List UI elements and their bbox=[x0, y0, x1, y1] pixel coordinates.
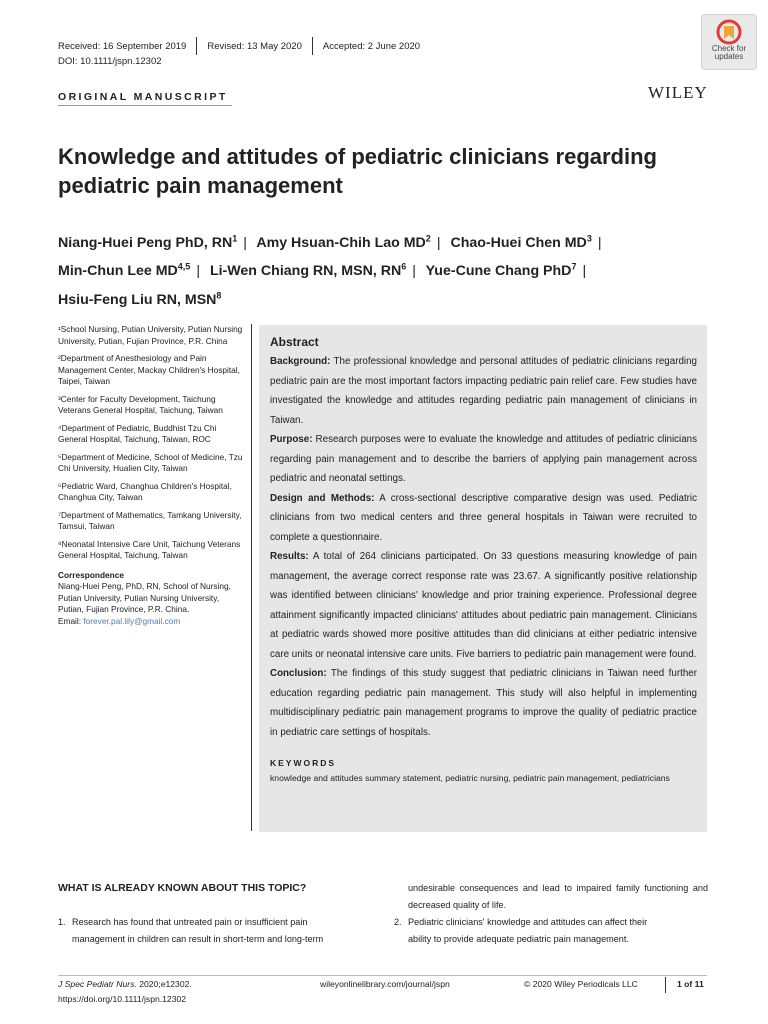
keywords-list: knowledge and attitudes summary statement, pediatric nursing, pediatric pain management, pediatricians bbox=[270, 773, 670, 783]
correspondence-text: Niang-Huei Peng, PhD, RN, School of Nursing, Putian University, Putian Nursing University, Putian, Fujian Province, P.R. China. bbox=[58, 581, 231, 614]
author-list: Niang-Huei Peng PhD, $RN^1$ | Amy Hsuan-Chih Lao $MD^2$ | Chao-Huei Chen $MD^3$ | Min-Chun Lee MD$^{4,5}$ | Li-Wen Chiang RN, MSN, $RN^6$ | Yue-Cune Chang PhD$^7$ | Hsiu-Feng Liu RN, MSN$^8$ bbox=[58, 233, 602, 309]
check-badge-line2: updates bbox=[714, 52, 744, 61]
author[interactable]: Hsiu-Feng Liu RN, MSN$^8$ bbox=[58, 290, 222, 309]
check-for-updates-icon bbox=[716, 19, 742, 45]
footer-rule bbox=[58, 975, 707, 976]
email-link[interactable]: forever.pal.lily@gmail.com bbox=[83, 615, 181, 626]
footer-citation: J Spec Pediatr Nurs. 2020;e12302. bbox=[58, 979, 192, 989]
affiliation: ⁷Department of Mathematics, Tamkang University, Tamsui, Taiwan bbox=[58, 509, 242, 531]
author[interactable]: Li-Wen Chiang RN, MSN, $RN^6$ bbox=[209, 261, 407, 280]
accepted-date: Accepted: 2 June 2020 bbox=[322, 40, 421, 52]
author[interactable]: Min-Chun Lee MD$^{4,5}$ bbox=[58, 261, 191, 280]
affiliation: ⁸Neonatal Intensive Care Unit, Taichung Veterans General Hospital, Taichung, Taiwan bbox=[58, 538, 241, 560]
article-title: Knowledge and attitudes of pediatric clinicians regarding pediatric pain management bbox=[58, 144, 657, 198]
abstract-background: Background: The professional knowledge and personal attitudes of pediatric clinicians regarding pediatric pain are the most important factors impacting pediatric pain relief care. Few studies have investigated the knowledge and attitudes regarding pediatric pain management of clinicians in Taiwan. bbox=[270, 356, 697, 426]
check-for-updates-badge[interactable] bbox=[701, 14, 757, 70]
abstract-conclusion: Conclusion: The findings of this study suggest that pediatric clinicians in Taiwan need further education regarding pediatric pain management. This study will also helpful in implementing multidisciplinary pediatric pain management programs to improve the quality of pediatric practice in pediatric care settings of hospitals. bbox=[270, 668, 697, 738]
doi: DOI: 10.1111/jspn.12302 bbox=[58, 56, 162, 67]
correspondence-email: Email: forever.pal.lily@gmail.com bbox=[58, 615, 181, 626]
publisher-logo: WILEY bbox=[648, 83, 708, 102]
author[interactable]: Chao-Huei Chen $MD^3$ bbox=[450, 233, 592, 251]
revised-date: Revised: 13 May 2020 bbox=[207, 40, 302, 52]
author[interactable]: Yue-Cune Chang PhD$^7$ bbox=[425, 261, 577, 280]
known-item-1: 1. Research has found that untreated pain or insufficient pain management in children can result in short-term and long-term bbox=[58, 917, 324, 944]
affiliation: ⁵Department of Medicine, School of Medicine, Tzu Chi University, Hualien City, Taiwan bbox=[58, 451, 243, 473]
affiliations bbox=[58, 324, 244, 627]
known-item-1-continued: undesirable consequences and lead to impaired family functioning and decreased quality of life. bbox=[408, 883, 708, 910]
footer-copyright: © 2020 Wiley Periodicals LLC bbox=[524, 979, 638, 989]
abstract-design-methods: Design and Methods: A cross-sectional descriptive comparative design was used. Pediatric clinicians from two medical centers and three general hospitals in Taiwan were recruited to complete a questionnaire. bbox=[270, 492, 698, 543]
affiliation: ⁴Department of Pediatric, Buddhist Tzu Chi General Hospital, Taichung, Taiwan, ROC bbox=[58, 422, 217, 444]
author[interactable]: Niang-Huei Peng PhD, $RN^1$ bbox=[58, 233, 238, 251]
abstract-heading: Abstract bbox=[270, 335, 319, 349]
footer-separator bbox=[665, 977, 666, 993]
received-date: Received: 16 September 2019 bbox=[58, 40, 187, 52]
author[interactable]: Amy Hsuan-Chih Lao $MD^2$ bbox=[256, 233, 431, 251]
section-label: ORIGINAL MANUSCRIPT bbox=[58, 91, 228, 103]
known-item-2: 2. Pediatric clinicians' knowledge and attitudes can affect their ability to provide adequate pediatric pain management. bbox=[394, 917, 648, 944]
known-topic-heading: WHAT IS ALREADY KNOWN ABOUT THIS TOPIC? bbox=[58, 882, 307, 894]
affiliation: ²Department of Anesthesiology and Pain Management Center, Mackay Children's Hospital, Taipei, Taiwan bbox=[58, 353, 240, 386]
correspondence-heading: Correspondence bbox=[58, 569, 124, 580]
affiliation: ⁶Pediatric Ward, Changhua Children's Hospital, Changhua City, Taiwan bbox=[58, 480, 232, 502]
check-badge-line1: Check for bbox=[711, 44, 747, 53]
footer-site-link[interactable]: wileyonlinelibrary.com/journal/jspn bbox=[320, 979, 450, 989]
keywords-heading: KEYWORDS bbox=[270, 758, 337, 768]
footer-doi-link[interactable]: https://doi.org/10.1111/jspn.12302 bbox=[58, 994, 187, 1004]
abstract-results: Results: A total of 264 clinicians participated. On 33 questions measuring knowledge of pain management, the average correct response rate was 23.67. A significantly positive relationship was identified between clinicians' knowledge and prior training experience. Professional degree attainment significantly impacted clinicians' attitudes about pediatric pain management. Clinicians at pediatric wards showed more positive attitudes than did clinicians at either pediatric intensive care units or neonatal intensive care units. Five barriers to pediatric pain management were found. bbox=[270, 551, 697, 660]
section-label-rule bbox=[58, 105, 232, 106]
abstract-box bbox=[259, 325, 707, 832]
page-number: 1 of 11 bbox=[677, 979, 704, 989]
abstract-divider bbox=[251, 324, 252, 831]
article-dates bbox=[58, 37, 430, 55]
abstract-purpose: Purpose: Research purposes were to evaluate the knowledge and attitudes of pediatric clinicians regarding pain management and to describe the barriers of applying pain management across pediatric and neonatal settings. bbox=[270, 434, 697, 484]
affiliation: ³Center for Faculty Development, Taichung Veterans General Hospital, Taichung, Taiwan bbox=[58, 393, 223, 415]
affiliation: ¹School Nursing, Putian University, Putian Nursing University, Putian, Fujian Province, P.R. China bbox=[58, 324, 243, 346]
